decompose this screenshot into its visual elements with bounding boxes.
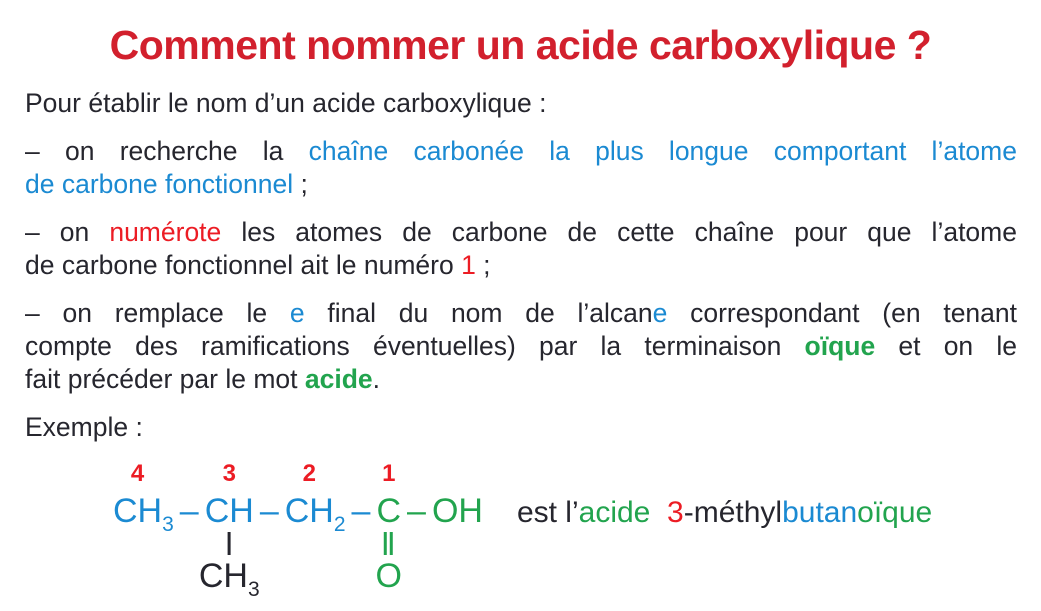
text-segment: oïque [804, 331, 876, 361]
text-segment: – on recherche la [25, 136, 309, 166]
text-segment: chaîne carbonée la plus longue comportant l’atome [308, 136, 1017, 166]
text-segment: – on remplace le [25, 298, 290, 328]
carbon-number: 3 [222, 460, 236, 487]
text-segment: . [372, 364, 380, 394]
text-line [25, 363, 1017, 396]
paragraph [25, 135, 1017, 201]
formula-group: CH 3 $CH_3$ [198, 460, 260, 602]
paragraph [25, 87, 1017, 120]
text-line [25, 297, 1017, 330]
text-line [25, 87, 1017, 120]
paragraph [25, 216, 1017, 282]
text-segment: 1 [461, 250, 476, 280]
bond-dash: – [351, 492, 371, 530]
text-segment: acide [304, 364, 373, 394]
name-segment: oïque [857, 496, 933, 529]
double-bond-icon [384, 532, 393, 555]
text-segment: compte des ramifications éventuelles) par la terminaison [25, 331, 805, 361]
text-segment: de carbone fonctionnel ait le numéro [25, 250, 462, 280]
page-title: Comment nommer un acide carboxylique ? [109, 22, 932, 68]
text-segment: de carbone fonctionnel [25, 169, 294, 199]
formula-group: CH 4 $_3$ [113, 460, 174, 536]
formula-chain [113, 460, 483, 602]
name-segment: -méthyl [683, 496, 783, 529]
name-segment [650, 496, 667, 529]
carbon-number: 4 [130, 460, 145, 487]
substituent-group [375, 532, 402, 596]
name-segment: butan [782, 496, 858, 529]
text-segment: ; [475, 250, 491, 280]
substituent-group [198, 532, 260, 602]
single-bond-icon [228, 532, 231, 555]
text-segment: e [652, 298, 668, 328]
body-text [0, 87, 1041, 444]
bond-dash: – [259, 492, 279, 530]
carbon-number: 1 [382, 460, 396, 487]
substituent-atom: O [375, 557, 402, 596]
paragraph [25, 297, 1017, 396]
text-segment: les atomes de carbone de cette chaîne pour que l’atome [221, 217, 1017, 247]
formula-group: CH 2 $_2$ [284, 460, 346, 536]
text-segment: final du nom de l’alcan [304, 298, 653, 328]
bond-dash: – [407, 492, 426, 530]
text-segment: ; [293, 169, 308, 199]
text-line [25, 249, 1017, 282]
chemical-formula [113, 460, 1017, 602]
formula-group: C 1 O [375, 460, 402, 596]
name-segment: 3 [667, 496, 684, 529]
text-segment: Exemple : [25, 412, 143, 442]
text-line [25, 411, 1017, 444]
text-segment: fait précéder par le mot [25, 364, 305, 394]
carbon-number: 2 [302, 460, 316, 487]
name-segment: est l’ [516, 496, 579, 529]
formula-group: OH [431, 492, 483, 530]
substituent-atom: $CH_3$ [198, 557, 260, 602]
text-line [25, 330, 1017, 363]
bond-dash: – [179, 492, 199, 530]
paragraph [25, 411, 1017, 444]
text-segment: – on [25, 217, 110, 247]
text-segment: numérote [109, 217, 222, 247]
text-segment: correspondant (en tenant [667, 298, 1017, 328]
text-segment: et on le [875, 331, 1017, 361]
text-line [25, 216, 1017, 249]
text-line [25, 168, 1017, 201]
text-segment: Pour établir le nom d’un acide carboxylique : [25, 88, 547, 118]
name-segment: acide [578, 496, 651, 529]
text-segment: e [289, 298, 305, 328]
text-line [25, 135, 1017, 168]
compound-name [517, 496, 932, 529]
